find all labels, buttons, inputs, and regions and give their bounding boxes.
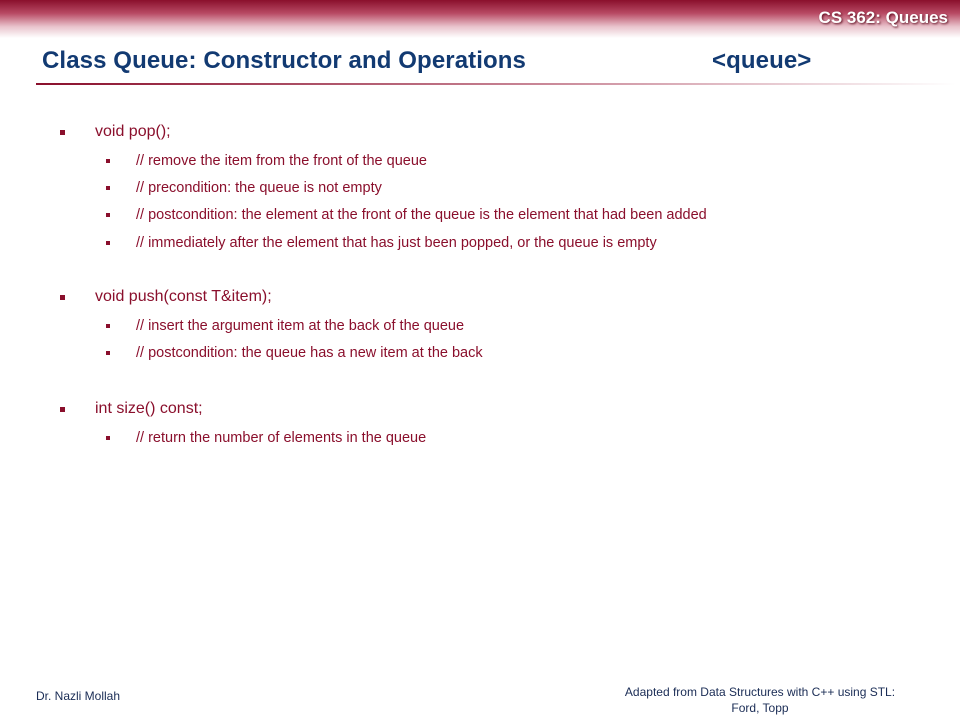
- slide-content: void pop(); // remove the item from the front of the queue // precondition: the queue is not empty // postcondition: the element at the front of the queue is the element that had been added // immediately after the element that has just been popped, or the queue is empty void push(const T&item); // insert the argument item at the back of the queue // postcondition: the queue has a new item at the back int size() const; // return the number of elements in the queue: [0, 0, 960, 720]
- slide-title-tag: <queue>: [712, 47, 812, 74]
- footer-credit-line2: Ford, Topp: [731, 701, 789, 715]
- square-bullet-icon: [60, 295, 65, 300]
- square-bullet-icon: [60, 130, 65, 135]
- square-bullet-icon: [106, 159, 110, 163]
- course-title: CS 362: Queues: [818, 8, 948, 27]
- footer-credit-line1: Adapted from Data Structures with C++ using STL:: [624, 685, 896, 699]
- square-bullet-icon: [60, 407, 65, 412]
- square-bullet-icon: [106, 436, 110, 440]
- footer-credit: [600, 684, 920, 716]
- square-bullet-icon: [106, 186, 110, 190]
- square-bullet-icon: [106, 213, 110, 217]
- square-bullet-icon: [106, 241, 110, 245]
- footer-author: Dr. Nazli Mollah: [36, 689, 121, 703]
- square-bullet-icon: [106, 324, 110, 328]
- square-bullet-icon: [106, 351, 110, 355]
- slide-title-text: Class Queue: Constructor and Operations: [42, 47, 526, 74]
